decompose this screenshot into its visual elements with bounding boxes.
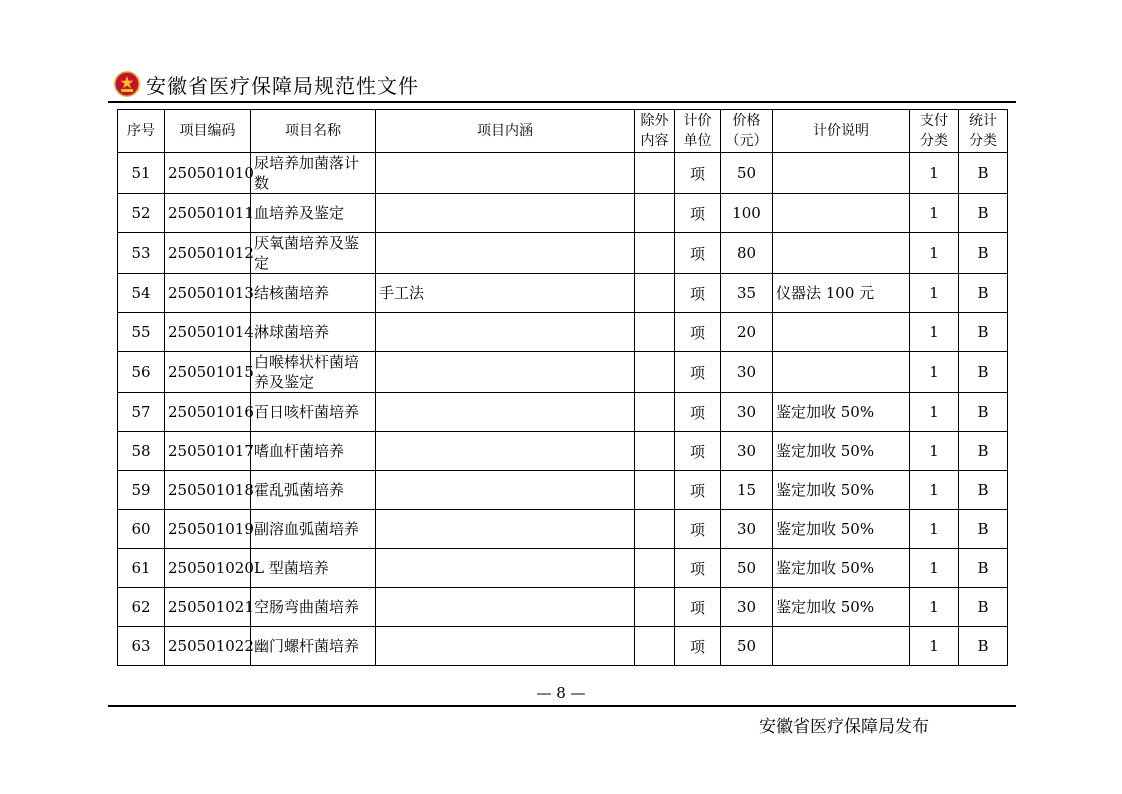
- item-code-cell: 250501014: [165, 313, 251, 352]
- statistics-class-cell: B: [959, 233, 1008, 274]
- item-content-cell: [376, 233, 635, 274]
- statistics-class-cell: B: [959, 510, 1008, 549]
- item-name-cell: 结核菌培养: [251, 274, 376, 313]
- table-row: [118, 352, 1008, 393]
- item-content-cell: [376, 393, 635, 432]
- column-header-text: 计价: [683, 113, 712, 129]
- column-header: [165, 110, 251, 153]
- column-header: [675, 110, 721, 153]
- pricing-unit-cell: 项: [675, 352, 721, 393]
- exclusion-cell: [635, 233, 675, 274]
- row-number-cell: 54: [118, 274, 165, 313]
- item-name-cell: 百日咳杆菌培养: [251, 393, 376, 432]
- item-content-cell: [376, 549, 635, 588]
- item-name-cell: 副溶血弧菌培养: [251, 510, 376, 549]
- footer-rule: [108, 705, 1016, 707]
- page-number: — 8 —: [536, 684, 586, 702]
- column-header: [910, 110, 959, 153]
- column-header-text: 计价说明: [813, 123, 869, 139]
- table-row: [118, 588, 1008, 627]
- pricing-unit-cell: 项: [675, 627, 721, 666]
- pricing-note-cell: 鉴定加收 50%: [773, 510, 910, 549]
- pricing-note-cell: 鉴定加收 50%: [773, 471, 910, 510]
- column-header: [635, 110, 675, 153]
- payment-class-cell: 1: [910, 352, 959, 393]
- payment-class-cell: 1: [910, 194, 959, 233]
- pricing-unit-cell: 项: [675, 153, 721, 194]
- row-number-cell: 52: [118, 194, 165, 233]
- statistics-class-cell: B: [959, 153, 1008, 194]
- column-header-text: 分类: [969, 133, 997, 149]
- pricing-unit-cell: 项: [675, 510, 721, 549]
- pricing-unit-cell: 项: [675, 549, 721, 588]
- column-header-text: 单位: [683, 133, 712, 149]
- row-number-cell: 61: [118, 549, 165, 588]
- pricing-unit-cell: 项: [675, 471, 721, 510]
- pricing-note-cell: [773, 627, 910, 666]
- table-body: [118, 153, 1008, 666]
- payment-class-cell: 1: [910, 627, 959, 666]
- price-cell: 30: [721, 393, 773, 432]
- row-number-cell: 59: [118, 471, 165, 510]
- row-number-cell: 58: [118, 432, 165, 471]
- statistics-class-cell: B: [959, 471, 1008, 510]
- statistics-class-cell: B: [959, 432, 1008, 471]
- statistics-class-cell: B: [959, 274, 1008, 313]
- table-row: [118, 274, 1008, 313]
- row-number-cell: 57: [118, 393, 165, 432]
- price-cell: 50: [721, 549, 773, 588]
- column-header-text: 价格: [732, 113, 761, 129]
- document-header: [114, 68, 419, 100]
- table-header-row: [118, 110, 1008, 153]
- item-content-cell: [376, 471, 635, 510]
- exclusion-cell: [635, 510, 675, 549]
- item-code-cell: 250501010: [165, 153, 251, 194]
- national-emblem-icon: [114, 71, 140, 97]
- column-header: [959, 110, 1008, 153]
- row-number-cell: 53: [118, 233, 165, 274]
- payment-class-cell: 1: [910, 588, 959, 627]
- statistics-class-cell: B: [959, 627, 1008, 666]
- pricing-unit-cell: 项: [675, 274, 721, 313]
- item-name-cell: L 型菌培养: [251, 549, 376, 588]
- exclusion-cell: [635, 432, 675, 471]
- item-content-cell: [376, 352, 635, 393]
- pricing-note-cell: 鉴定加收 50%: [773, 549, 910, 588]
- exclusion-cell: [635, 393, 675, 432]
- table-row: [118, 313, 1008, 352]
- table-row: [118, 471, 1008, 510]
- column-header-text: 内容: [640, 133, 669, 149]
- exclusion-cell: [635, 194, 675, 233]
- pricing-unit-cell: 项: [675, 432, 721, 471]
- price-cell: 20: [721, 313, 773, 352]
- table-row: [118, 233, 1008, 274]
- column-header-text: 项目内涵: [477, 123, 533, 139]
- item-code-cell: 250501021: [165, 588, 251, 627]
- price-cell: 50: [721, 627, 773, 666]
- price-cell: 50: [721, 153, 773, 194]
- item-name-cell: 淋球菌培养: [251, 313, 376, 352]
- publisher-label: 安徽省医疗保障局发布: [759, 717, 929, 737]
- exclusion-cell: [635, 274, 675, 313]
- payment-class-cell: 1: [910, 153, 959, 194]
- statistics-class-cell: B: [959, 352, 1008, 393]
- statistics-class-cell: B: [959, 549, 1008, 588]
- column-header: [251, 110, 376, 153]
- column-header: [773, 110, 910, 153]
- exclusion-cell: [635, 549, 675, 588]
- item-code-cell: 250501019: [165, 510, 251, 549]
- payment-class-cell: 1: [910, 432, 959, 471]
- item-content-cell: [376, 313, 635, 352]
- item-name-cell: 幽门螺杆菌培养: [251, 627, 376, 666]
- row-number-cell: 62: [118, 588, 165, 627]
- column-header: [376, 110, 635, 153]
- column-header-text: 支付: [920, 113, 948, 129]
- item-content-cell: [376, 432, 635, 471]
- price-cell: 30: [721, 588, 773, 627]
- table-row: [118, 627, 1008, 666]
- payment-class-cell: 1: [910, 274, 959, 313]
- column-header: [721, 110, 773, 153]
- item-name-cell: 白喉棒状杆菌培养及鉴定: [251, 352, 376, 393]
- item-code-cell: 250501013: [165, 274, 251, 313]
- row-number-cell: 51: [118, 153, 165, 194]
- row-number-cell: 63: [118, 627, 165, 666]
- row-number-cell: 60: [118, 510, 165, 549]
- item-content-cell: [376, 627, 635, 666]
- item-code-cell: 250501018: [165, 471, 251, 510]
- statistics-class-cell: B: [959, 393, 1008, 432]
- column-header: [118, 110, 165, 153]
- item-code-cell: 250501017: [165, 432, 251, 471]
- payment-class-cell: 1: [910, 549, 959, 588]
- item-code-cell: 250501015: [165, 352, 251, 393]
- header-title: 安徽省医疗保障局规范性文件: [146, 73, 419, 98]
- header-rule: [108, 101, 1016, 103]
- item-code-cell: 250501016: [165, 393, 251, 432]
- pricing-note-cell: 鉴定加收 50%: [773, 588, 910, 627]
- column-header-text: （元）: [725, 133, 768, 149]
- exclusion-cell: [635, 352, 675, 393]
- item-name-cell: 空肠弯曲菌培养: [251, 588, 376, 627]
- price-cell: 35: [721, 274, 773, 313]
- table-row: [118, 549, 1008, 588]
- pricing-unit-cell: 项: [675, 313, 721, 352]
- item-content-cell: [376, 510, 635, 549]
- pricing-note-cell: [773, 194, 910, 233]
- item-content-cell: [376, 588, 635, 627]
- pricing-unit-cell: 项: [675, 393, 721, 432]
- payment-class-cell: 1: [910, 233, 959, 274]
- pricing-note-cell: [773, 153, 910, 194]
- item-name-cell: 霍乱弧菌培养: [251, 471, 376, 510]
- payment-class-cell: 1: [910, 510, 959, 549]
- column-header-text: 统计: [969, 113, 997, 129]
- price-cell: 100: [721, 194, 773, 233]
- pricing-unit-cell: 项: [675, 194, 721, 233]
- pricing-note-cell: 仪器法 100 元: [773, 274, 910, 313]
- item-code-cell: 250501020: [165, 549, 251, 588]
- statistics-class-cell: B: [959, 313, 1008, 352]
- pricing-table: [117, 109, 1008, 666]
- table-row: [118, 510, 1008, 549]
- row-number-cell: 56: [118, 352, 165, 393]
- price-cell: 80: [721, 233, 773, 274]
- column-header-text: 除外: [640, 113, 669, 129]
- item-name-cell: 嗜血杆菌培养: [251, 432, 376, 471]
- table-row: [118, 393, 1008, 432]
- table-row: [118, 194, 1008, 233]
- exclusion-cell: [635, 627, 675, 666]
- exclusion-cell: [635, 588, 675, 627]
- price-cell: 30: [721, 510, 773, 549]
- item-code-cell: 250501011: [165, 194, 251, 233]
- item-content-cell: 手工法: [376, 274, 635, 313]
- pricing-note-cell: [773, 233, 910, 274]
- item-code-cell: 250501022: [165, 627, 251, 666]
- item-content-cell: [376, 194, 635, 233]
- exclusion-cell: [635, 153, 675, 194]
- item-name-cell: 尿培养加菌落计数: [251, 153, 376, 194]
- pricing-note-cell: 鉴定加收 50%: [773, 393, 910, 432]
- item-name-cell: 厌氧菌培养及鉴定: [251, 233, 376, 274]
- price-cell: 30: [721, 432, 773, 471]
- column-header-text: 项目编码: [179, 123, 236, 139]
- payment-class-cell: 1: [910, 313, 959, 352]
- pricing-unit-cell: 项: [675, 233, 721, 274]
- column-header-text: 分类: [920, 133, 948, 149]
- price-cell: 15: [721, 471, 773, 510]
- exclusion-cell: [635, 471, 675, 510]
- pricing-unit-cell: 项: [675, 588, 721, 627]
- pricing-note-cell: 鉴定加收 50%: [773, 432, 910, 471]
- pricing-note-cell: [773, 352, 910, 393]
- item-name-cell: 血培养及鉴定: [251, 194, 376, 233]
- pricing-note-cell: [773, 313, 910, 352]
- row-number-cell: 55: [118, 313, 165, 352]
- table-row: [118, 153, 1008, 194]
- item-code-cell: 250501012: [165, 233, 251, 274]
- price-cell: 30: [721, 352, 773, 393]
- statistics-class-cell: B: [959, 194, 1008, 233]
- exclusion-cell: [635, 313, 675, 352]
- statistics-class-cell: B: [959, 588, 1008, 627]
- column-header-text: 序号: [127, 123, 155, 139]
- column-header-text: 项目名称: [285, 123, 341, 139]
- payment-class-cell: 1: [910, 471, 959, 510]
- item-content-cell: [376, 153, 635, 194]
- table-row: [118, 432, 1008, 471]
- payment-class-cell: 1: [910, 393, 959, 432]
